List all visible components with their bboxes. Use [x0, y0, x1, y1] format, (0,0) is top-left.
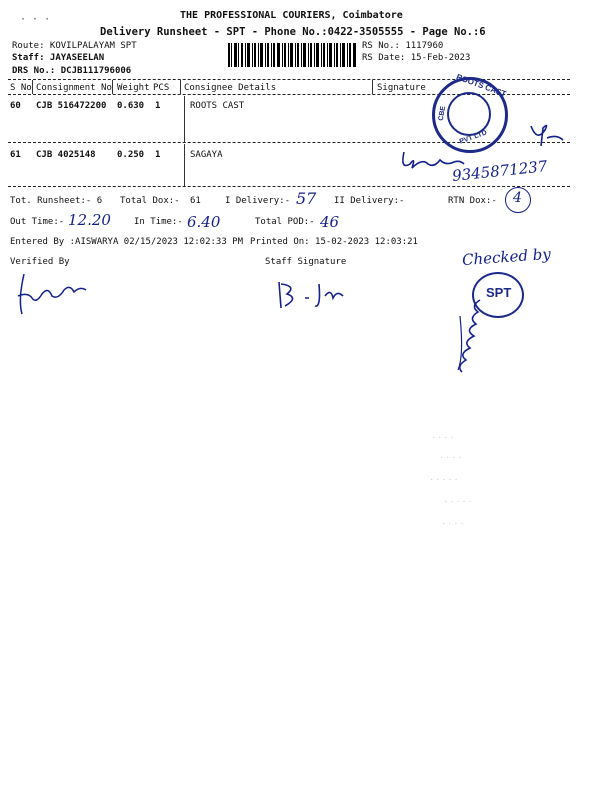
stamp-side-text: CBE [437, 105, 448, 122]
staff-label: Staff: JAYASEELAN [12, 53, 105, 63]
row-61-pcs: 1 [155, 150, 161, 160]
row-61-weight: 0.250 [117, 150, 145, 160]
total-dox-label: Total Dox:- [120, 196, 180, 206]
i-delivery-handwritten: 57 [296, 189, 317, 208]
in-time-handwritten: 6.40 [187, 213, 221, 231]
rtn-dox-label: RTN Dox:- [448, 196, 497, 206]
bleed-mark: · · · · [442, 518, 464, 529]
bleed-mark: · · · · · [444, 496, 472, 507]
row-60-sno: 60 [10, 101, 21, 111]
rtn-dox-handwritten: 4 [513, 190, 522, 206]
col-header-pcs: PCS [153, 83, 170, 93]
barcode-graphic [228, 43, 356, 67]
row-60-pcs: 1 [155, 101, 161, 111]
out-time-handwritten: 12.20 [68, 211, 111, 229]
rtn-dox-circle [505, 187, 531, 213]
rs-date: RS Date: 15-Feb-2023 [362, 53, 471, 63]
staff-signature [275, 278, 355, 313]
tot-runsheet: Tot. Runsheet:- 6 [10, 196, 103, 206]
entered-by: Entered By :AISWARYA 02/15/2023 12:02:33 PM [10, 237, 243, 247]
col-separator [112, 80, 113, 94]
bleed-mark: · · · · [432, 432, 454, 443]
total-dox-value: 61 [190, 196, 201, 206]
printed-on: Printed On: 15-02-2023 12:03:21 [250, 237, 418, 247]
ii-delivery-label: II Delivery:- [334, 196, 405, 206]
col-separator [372, 80, 373, 94]
runsheet-subtitle: Delivery Runsheet - SPT - Phone No.:0422-3505555 - Page No.:6 [100, 26, 486, 38]
col-header-consignment: Consignment No [36, 83, 112, 93]
row-61-consignment: CJB 4025148 [36, 150, 96, 160]
row-60-consignee: ROOTS CAST [190, 101, 245, 111]
out-time-label: Out Time:- [10, 217, 65, 227]
drs-number: DRS No.: DCJB111796006 [12, 66, 132, 76]
row-61-consignee: SAGAYA [190, 150, 223, 160]
receiver-signature [450, 296, 490, 376]
col-header-consignee: Consignee Details [184, 83, 277, 93]
route-label: Route: KOVILPALAYAM SPT [12, 41, 137, 51]
row-60-signature [527, 120, 567, 150]
table-bottom-rule [8, 186, 570, 187]
in-time-label: In Time:- [134, 217, 183, 227]
staff-signature-label: Staff Signature [265, 257, 347, 267]
print-speckles: · · · [20, 14, 51, 25]
bleed-mark: · · · · · [430, 474, 458, 485]
rs-number: RS No.: 1117960 [362, 41, 444, 51]
row-61-sno: 61 [10, 150, 21, 160]
row-60-consignment: CJB 516472200 [36, 101, 107, 111]
i-delivery-label: I Delivery:- [225, 196, 291, 206]
company-title: THE PROFESSIONAL COURIERS, Coimbatore [180, 10, 403, 21]
col-header-weight: Weight [117, 83, 150, 93]
stamp-top-text: ROOTS CAST [455, 72, 508, 99]
checked-by-handwritten: Checked by [461, 244, 552, 270]
col-header-signature: Signature [377, 83, 426, 93]
col-separator [32, 80, 33, 94]
bleed-mark: · · · · [440, 452, 462, 463]
handwritten-phone: 9345871237 [451, 157, 549, 185]
col-header-sno: S No [10, 83, 32, 93]
verified-by-signature [14, 270, 94, 320]
col-separator [184, 144, 185, 186]
roots-cast-stamp [432, 72, 508, 153]
barcode [228, 43, 356, 67]
col-separator [184, 96, 185, 142]
total-pod-label: Total POD:- [255, 217, 315, 227]
spt-stamp-text: SPT [486, 285, 512, 300]
verified-by-label: Verified By [10, 257, 70, 267]
total-pod-handwritten: 46 [320, 213, 340, 231]
row-60-weight: 0.630 [117, 101, 145, 111]
col-separator [180, 80, 181, 94]
stamp-bottom-text: PVT LTD [458, 129, 488, 146]
